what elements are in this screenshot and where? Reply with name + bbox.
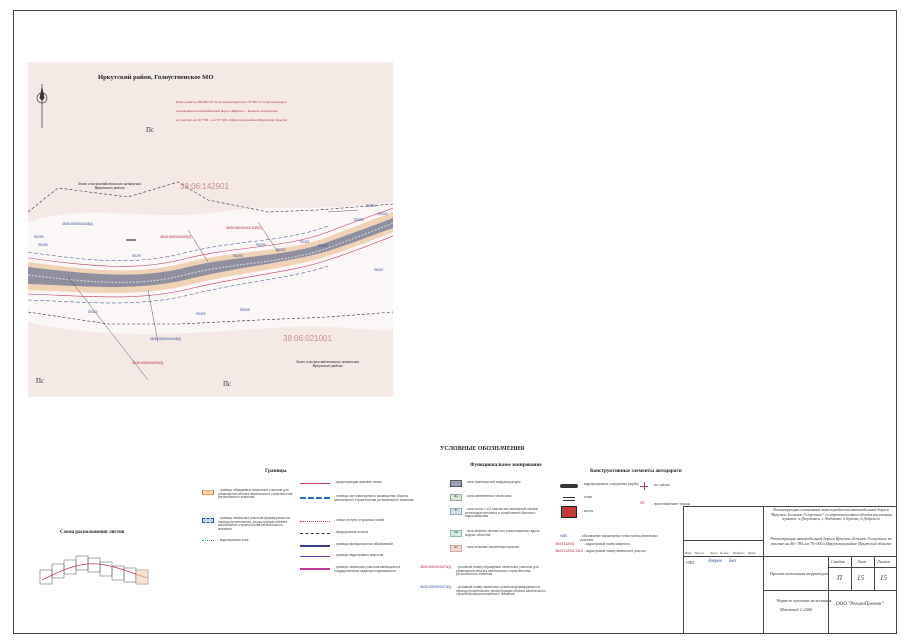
- legend-text: - водоохранная зона: [218, 538, 249, 542]
- tb-stage-label: Стадия: [831, 559, 845, 564]
- legend-code: Овз: [450, 530, 462, 537]
- tb-org: ООО "РегионПроект": [836, 602, 884, 607]
- tb-line: [763, 590, 897, 591]
- legend-code: 38:06:000000:6473(1): [420, 585, 452, 589]
- legend-code: 38:06:000000:6473(1): [420, 565, 452, 569]
- picket-label: ПК302: [318, 244, 328, 248]
- sheet-scheme: [38, 548, 158, 588]
- picket-label: ПК295: [34, 235, 44, 239]
- tb-sheets: 15: [880, 574, 887, 582]
- legend-code: Лз: [450, 508, 462, 515]
- map-area: [28, 62, 393, 397]
- tb-col-header: Изм.: [685, 551, 692, 555]
- legend-text: - водопропускные сооружения (трубы): [582, 482, 639, 486]
- legend-code: н355: [560, 534, 568, 538]
- legend-line: [300, 533, 330, 534]
- legend-text: - зона пояса 1 и 2 поясов зон санитарной охраны источников питьевого и хозяйственно-бытового водоснабжения: [465, 507, 539, 519]
- agri-line: Земли сельскохозяйственного назначения: [78, 182, 141, 186]
- picket-label: ПК308: [240, 308, 250, 312]
- cadastral-bottom: 38:06:021001: [283, 334, 332, 343]
- legend-text: - проектный пикет трассы: [652, 502, 691, 506]
- picket-label: ПК297: [132, 254, 142, 258]
- tb-col-header: Лист: [710, 551, 718, 555]
- legend-code: Зеу: [450, 494, 462, 501]
- side-strip: [4, 210, 12, 340]
- picket-label: ПК303: [354, 218, 364, 222]
- parcel-label: 38:06:000000:6448(2): [150, 337, 182, 341]
- tb-project2: Реконструкция автомобильной дороги Иркутск–Большое Голоустное на участке км 46+780–км 70+000 в Иркутском районе Иркутской области: [770, 537, 892, 546]
- drain-icon: [563, 497, 575, 501]
- km-icon: [640, 482, 648, 490]
- legend-text: - условный номер земельных участков формируемых на период строительства, реконструкции объекта капитального строительства регионального значения: [456, 585, 546, 597]
- legend-line: [300, 483, 330, 484]
- parcel-label: 38:06:000000:6473:39(1): [226, 226, 262, 230]
- agri-line: Земли сельскохозяйственного назначения: [296, 360, 359, 364]
- agri-land-top: [78, 182, 141, 190]
- tb-col-header: Кол.уч.: [695, 551, 705, 555]
- legend-text: - границы муниципальных образований: [334, 542, 393, 546]
- scheme-title: Схема расположения листов: [60, 530, 125, 535]
- picket-label: ПК301: [300, 240, 310, 244]
- tb-stage: П: [837, 574, 843, 582]
- legend-text: - обозначение характерных точек границ земельных участков: [580, 534, 658, 542]
- legend-title: УСЛОВНЫЕ ОБОЗНАЧЕНИЯ: [440, 446, 525, 452]
- legend-text: - км. трассы: [652, 483, 670, 487]
- tb-line: [683, 556, 897, 557]
- legend-text: - границы образуемых земельных участков для размещения объекта капитального строительства регионального значения: [218, 488, 293, 500]
- parcel-label: 38:06:000000:6448(1): [62, 222, 94, 226]
- note-line: километража автомобильной дороги Иркутск – Большое Голоустное: [176, 109, 278, 113]
- picket-sample: 55: [640, 500, 645, 505]
- legend-col-zoning: Функциональное зонирование: [470, 462, 542, 468]
- legend-text: - линии отступа от красных линий: [334, 518, 385, 522]
- legend-text: - стоки: [582, 495, 592, 499]
- legend-swatch: [202, 518, 214, 523]
- picket-label: ПК299: [256, 243, 266, 247]
- legend-text: - границы земельных участков имеющихся в государственном кадастре недвижимости: [334, 565, 401, 573]
- agri-line: Иркутского района: [94, 186, 125, 190]
- agri-land-bottom: [296, 360, 359, 368]
- tb-drawing: Чертеж проекта межевания: [776, 598, 832, 603]
- picket-label: ПК307: [374, 268, 384, 272]
- legend-text: - условный номер образуемых земельных участков для размещения объекта капитального строительства регионального значения: [456, 565, 539, 577]
- zone-code-ps-2: Пс: [36, 377, 45, 385]
- legend-swatch: [202, 540, 214, 545]
- legend-code: 38:06:142901:1315: [555, 549, 583, 553]
- tb-col-header: Подпись: [733, 551, 745, 555]
- legend-text: - придорожные полосы: [334, 530, 369, 534]
- legend-line: [300, 545, 330, 547]
- picket-label: ПК296: [38, 243, 48, 247]
- tb-project: Реконструкция и повышение категорийности автомобильной дороги "Иркутск–Большое Голоустное" со строительством обходов населенных пунктов: п.Дзержинск, с.Людиново, д.Бутово, д.Добролет: [769, 508, 893, 522]
- agri-line: Иркутского района: [312, 364, 343, 368]
- tb-line: [828, 590, 829, 634]
- tb-signature-2: Бел: [729, 559, 737, 564]
- tb-role: ГИП: [686, 560, 695, 565]
- land-zone-top: [28, 62, 393, 222]
- note-block: [176, 98, 287, 125]
- tb-signature-1: Зверев: [708, 559, 722, 564]
- tb-sheet-label: Лист: [857, 559, 867, 564]
- legend-text: - границы кадастрового квартала: [334, 553, 384, 557]
- legend-line: [300, 521, 330, 522]
- tb-line: [683, 540, 763, 541]
- legend-line: [300, 556, 330, 557]
- legend-col-borders: Границы: [265, 468, 287, 474]
- picket-label: ПК304: [366, 204, 376, 208]
- tb-col-header: № док.: [720, 551, 730, 555]
- picket-label: ПК305: [378, 212, 388, 216]
- legend-text: - границы земельных участков формируемых на период строительства, реконструкции объекта капитального строительства регионального значения: [218, 516, 290, 531]
- culvert-icon: [560, 484, 578, 488]
- note-line: на участке км 46+780 – км 70+000 в Иркутском районе Иркутской области: [176, 118, 288, 122]
- legend-text: - мосты: [582, 509, 594, 513]
- tb-scale: Масштаб 1:2000: [780, 607, 813, 612]
- legend-text: - зона зеленых лесных зон, расположенных вдоль водных объектов: [465, 529, 540, 537]
- legend-line: [300, 497, 330, 499]
- legend-line: [300, 568, 330, 570]
- tb-sheets-label: Листов: [877, 559, 891, 564]
- note-line: Конец трассы ПК298+20.54 соответствует км 70+962.17 существующего: [176, 100, 287, 104]
- parcel-label: 38:06:000000:6392(3): [132, 361, 164, 365]
- legend-code: 38:06:142901: [555, 542, 575, 546]
- legend-text: - зона озелененных лесов зоны: [465, 494, 512, 498]
- legend-text: - кадастровый номер квартала: [584, 542, 630, 546]
- tb-doc-title: Проект межевания территории: [770, 571, 829, 576]
- zone-code-ps-1: Пс: [146, 126, 155, 134]
- picket-label: ПК298: [233, 254, 243, 258]
- legend-text: - зона транспортной инфраструктуры: [465, 480, 521, 484]
- legend-swatch: [450, 480, 462, 487]
- legend-code: Нп: [450, 545, 462, 552]
- zone-code-ps-3: Пс: [223, 380, 232, 388]
- district-title: Иркутский район, Голоустненское МО: [98, 74, 214, 81]
- legend-text: - границы зон планируемого размещения объекта капитального строительства регионального значения: [334, 494, 414, 502]
- cadastral-top: 38:06:142901: [180, 182, 229, 191]
- tb-sheet: 15: [857, 574, 864, 582]
- tb-col-header: Дата: [748, 551, 756, 555]
- legend-text: - кадастровый номер земельного участка: [584, 549, 646, 553]
- legend-text: - существующие красные линии: [334, 480, 382, 484]
- legend-text: - зона сельских населенных пунктов: [465, 545, 519, 549]
- legend-col-road: Конструктивные элементы автодороги: [590, 468, 682, 474]
- picket-label: ПК310: [88, 310, 98, 314]
- bridge-icon: [561, 506, 577, 518]
- picket-label: ПК300: [276, 248, 286, 252]
- tb-line: [828, 567, 897, 568]
- tb-line: [851, 556, 852, 590]
- tb-line: [763, 506, 764, 634]
- picket-label: ПК309: [196, 312, 206, 316]
- legend-swatch: [202, 490, 214, 495]
- title-block: [683, 506, 897, 634]
- parcel-label: 38:06:000000:6392(2): [160, 235, 192, 239]
- tb-line: [874, 556, 875, 590]
